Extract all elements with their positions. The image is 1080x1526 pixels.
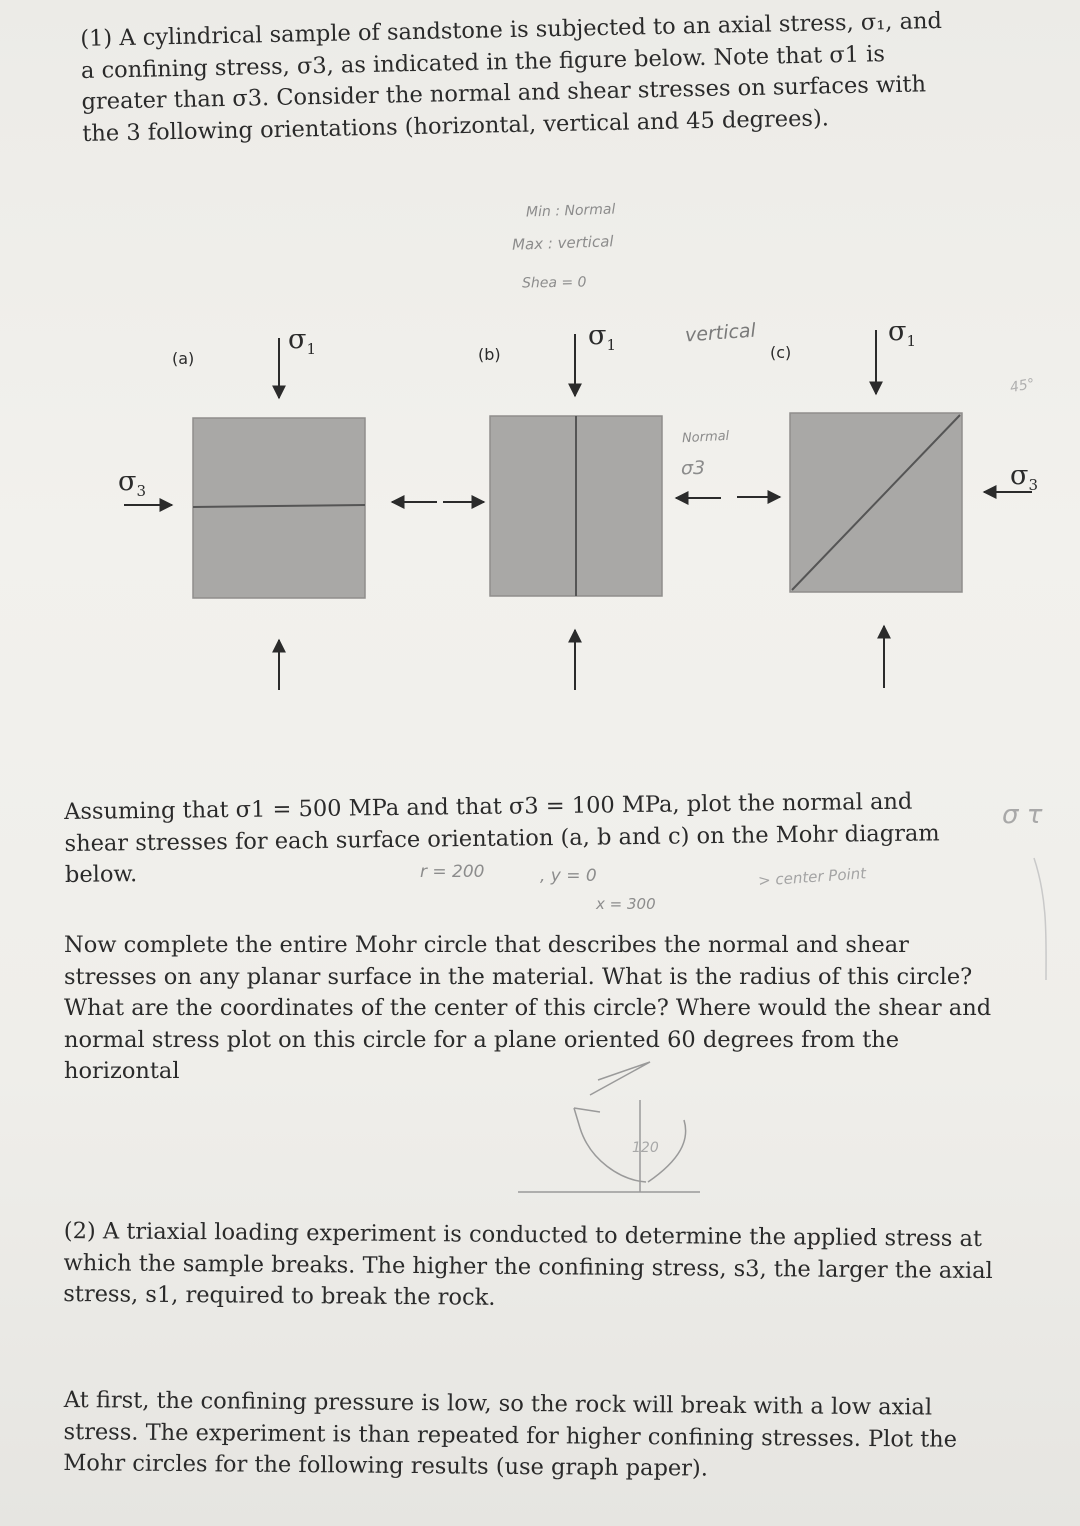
margin-pencil-mark bbox=[1034, 858, 1046, 980]
sigma3-label-right: $\sigma_3$ bbox=[1010, 460, 1038, 494]
label-c: (c) bbox=[770, 343, 792, 362]
sample-b bbox=[490, 416, 662, 596]
confining-text: At first, the confining pressure is low, so the rock will break with a low axial stress. The experiment is than repeated for higher confining stresses. Plot the Mohr circles for the following results (use graph paper). bbox=[63, 1386, 958, 1482]
sigma3-label-left: $\sigma_3$ bbox=[118, 466, 146, 500]
sample-c bbox=[790, 413, 962, 592]
note-min-normal: Min : Normal bbox=[525, 201, 616, 221]
note-max-vertical: Max : vertical bbox=[511, 232, 614, 254]
note-x-300: x = 300 bbox=[596, 895, 656, 913]
sigma1-label-c: $\sigma_1$ bbox=[888, 316, 916, 350]
sigma1-label-a: $\sigma_1$ bbox=[288, 324, 316, 358]
note-normal: Normal bbox=[681, 428, 730, 447]
label-b: (b) bbox=[478, 345, 501, 364]
mohr-circle-text: Now complete the entire Mohr circle that describes the normal and shear stresses on any planar surface in the material. What is the radius of this circle? What are the coordinates of the center of this circle? Where would the shear and normal stress plot on this circle for a plane oriented 60 degrees from the horizontal bbox=[64, 932, 992, 1084]
note-y-zero: , y = 0 bbox=[540, 866, 597, 886]
note-120: 120 bbox=[632, 1140, 659, 1156]
note-center-point: > center Point bbox=[757, 864, 867, 890]
note-sigma-tau: σ τ bbox=[1002, 800, 1043, 830]
note-shear-zero: Shea = 0 bbox=[521, 274, 587, 292]
label-a: (a) bbox=[172, 349, 195, 368]
question-2-text: (2) A triaxial loading experiment is conducted to determine the applied stress at which the sample breaks. The higher the confining stress, s3, the larger the axial stress, s1, required to break the rock. bbox=[63, 1217, 993, 1311]
question-1-text: (1) A cylindrical sample of sandstone is subjected to an axial stress, σ₁, and a confining stress, σ3, as indicated in the figure below. Note that σ1 is greater than σ3. Consider the normal and shear stresses on surfaces with the 3 following orientations (horizontal, vertical and 45 degrees). bbox=[80, 7, 943, 147]
note-radius: r = 200 bbox=[420, 862, 485, 882]
sigma1-label-b: $\sigma_1$ bbox=[588, 320, 616, 354]
note-sigma3: σ3 bbox=[681, 457, 706, 479]
note-45-degrees: 45° bbox=[1008, 375, 1037, 397]
note-sigma1-vertical: vertical bbox=[684, 319, 757, 347]
sample-a bbox=[193, 418, 365, 598]
assume-text: Assuming that σ1 = 500 MPa and that σ3 = 100 MPa, plot the normal and shear stresses for each surface orientation (a, b and c) on the Mohr diagram below. bbox=[64, 788, 940, 888]
